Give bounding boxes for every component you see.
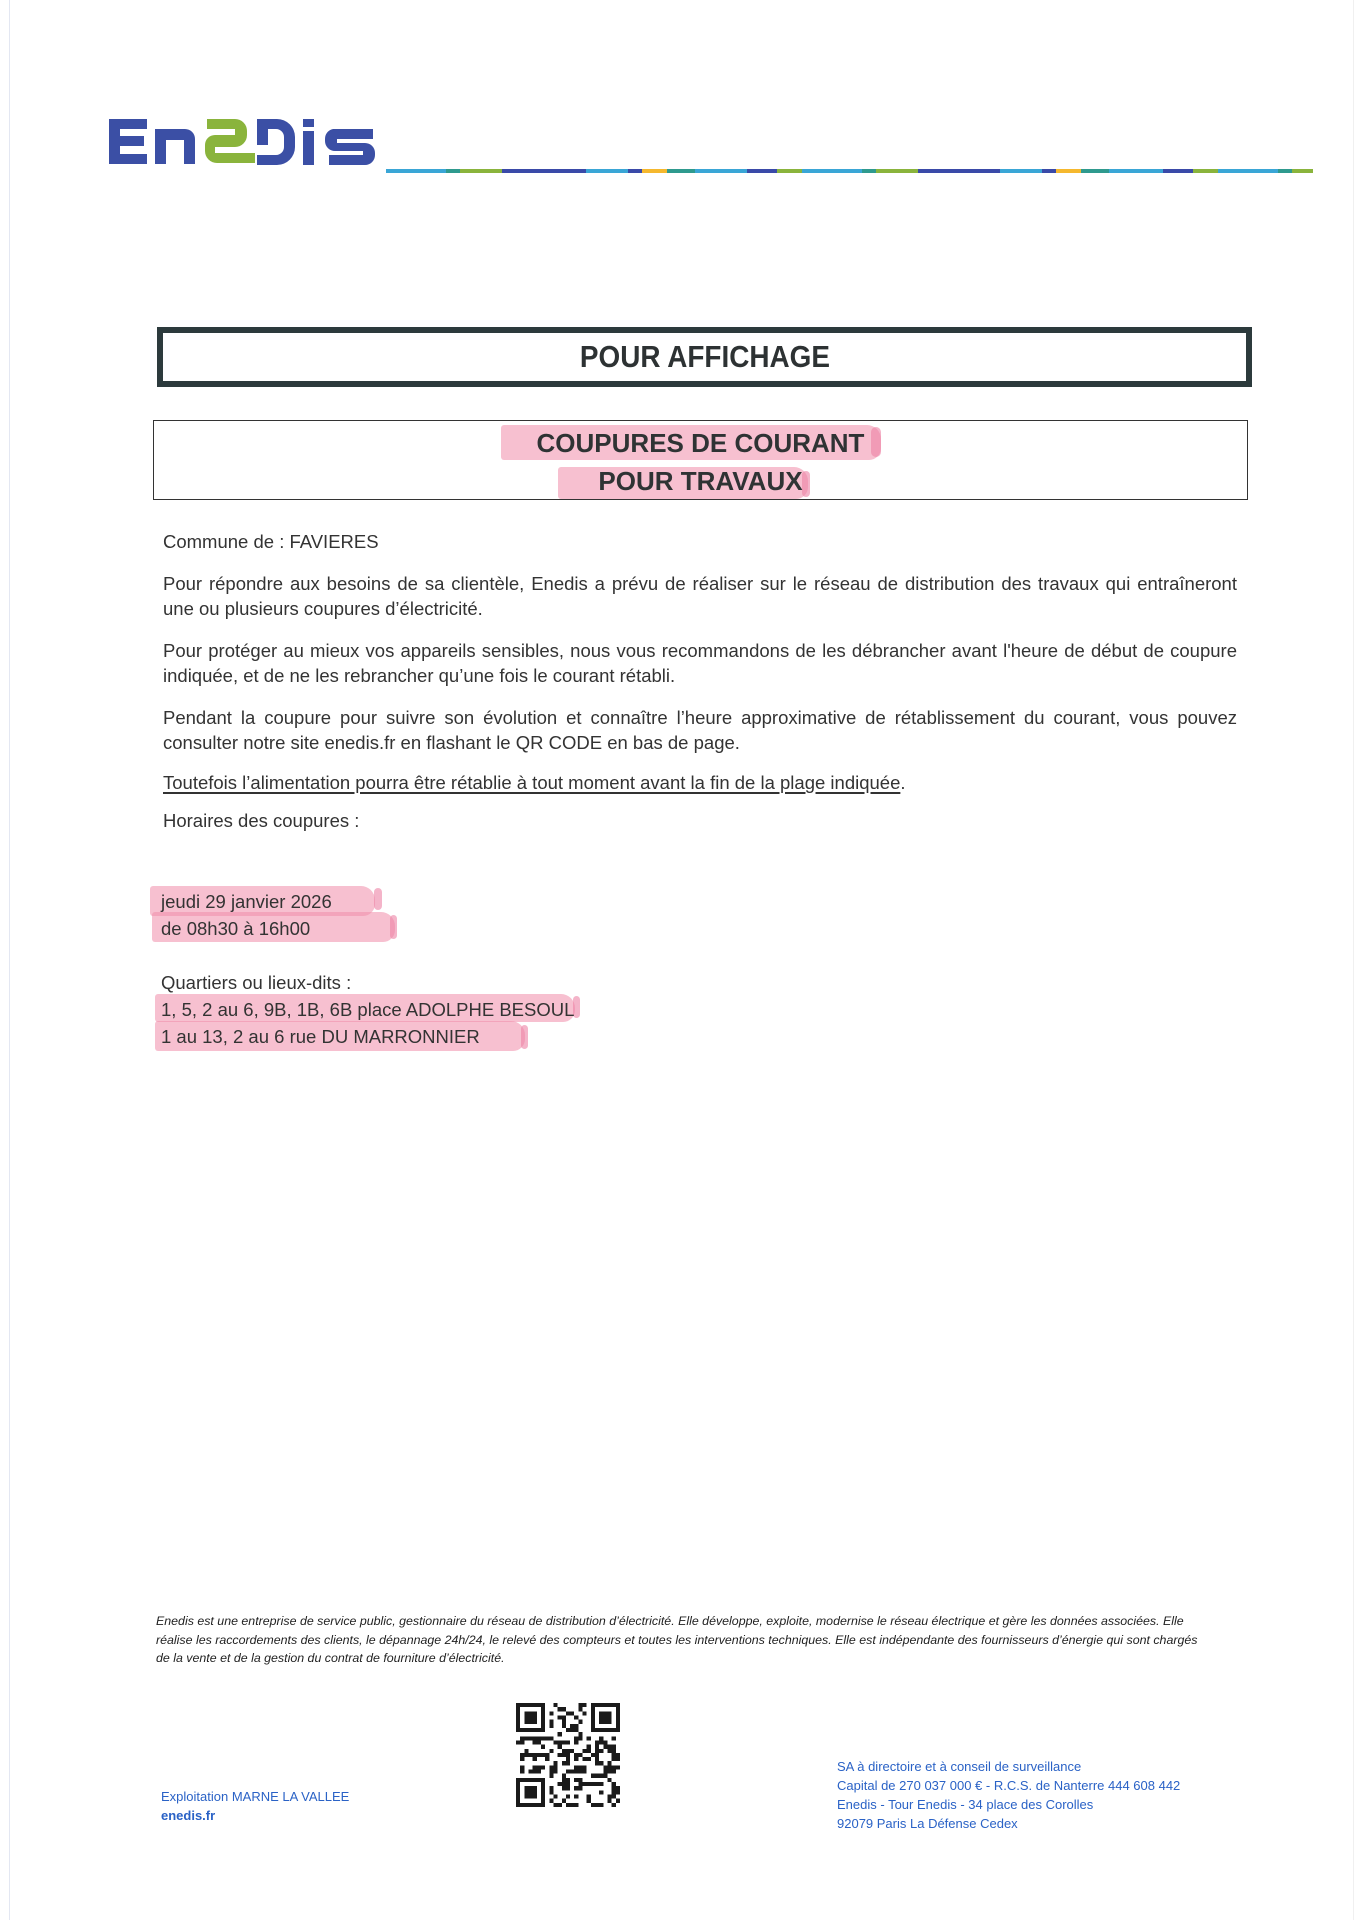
- restoration-warning: [163, 770, 1237, 795]
- notice-subtitle-line2: POUR TRAVAUX: [598, 466, 803, 496]
- schedule-date: jeudi 29 janvier 2026: [161, 891, 332, 912]
- location-item: 1, 5, 2 au 6, 9B, 1B, 6B place ADOLPHE BESOUL: [161, 999, 575, 1020]
- qr-code-icon[interactable]: [516, 1703, 620, 1807]
- commune-label: Commune de : FAVIERES: [163, 531, 379, 552]
- highlight-mark: [390, 915, 397, 939]
- location-item: 1 au 13, 2 au 6 rue DU MARRONNIER: [161, 1026, 480, 1047]
- schedule-label: Horaires des coupures :: [163, 810, 360, 831]
- paragraph-intro: Pour répondre aux besoins de sa clientèle, Enedis a prévu de réaliser sur le réseau de distribution des travaux qui entraîneront une ou plusieurs coupures d’électricité.: [163, 573, 1237, 619]
- schedule-time: de 08h30 à 16h00: [161, 918, 311, 939]
- scan-edge: [9, 0, 10, 1920]
- scan-edge: [1353, 0, 1354, 1920]
- notice-subtitle-box: [153, 420, 1248, 500]
- notice-title: POUR AFFICHAGE: [579, 339, 830, 374]
- company-disclaimer: Enedis est une entreprise de service public, gestionnaire du réseau de distribution d’électricité. Elle développe, exploite, modernise le réseau électrique et gère les données associées. Elle réalise les raccordements des clients, le dépannage 24h/24, le relevé des compteurs et toutes les interventions techniques. Elle est indépendante des fournisseurs d’énergie qui sont chargés de la vente et de la gestion du contrat de fourniture d’électricité.: [156, 1614, 1198, 1665]
- restoration-warning-period: .: [900, 772, 906, 793]
- website-link[interactable]: enedis.fr: [161, 1808, 216, 1823]
- locations-label: Quartiers ou lieux-dits :: [161, 972, 352, 993]
- legal-line: Capital de 270 037 000 € - R.C.S. de Nanterre 444 608 442: [837, 1778, 1181, 1793]
- paragraph-tracking: Pendant la coupure pour suivre son évolution et connaître l’heure approximative de rétablissement du courant, vous pouvez consulter notre site enedis.fr en flashant le QR CODE en bas de page.: [163, 707, 1237, 753]
- exploitation-name: Exploitation MARNE LA VALLEE: [161, 1789, 350, 1804]
- notice-subtitle-line1: COUPURES DE COURANT: [536, 428, 865, 458]
- restoration-warning-text: Toutefois l’alimentation pourra être rétablie à tout moment avant la fin de la plage indiquée: [163, 772, 901, 793]
- enedis-logo: [107, 113, 379, 173]
- legal-line: 92079 Paris La Défense Cedex: [837, 1816, 1018, 1831]
- paragraph-protection: Pour protéger au mieux vos appareils sensibles, nous vous recommandons de les débrancher avant l'heure de début de coupure indiquée, et de ne les rebrancher qu’une fois le courant rétabli.: [163, 640, 1237, 686]
- notice-title-box: [157, 327, 1252, 387]
- legal-line: SA à directoire et à conseil de surveillance: [837, 1759, 1082, 1774]
- brand-stripe: [386, 169, 1325, 173]
- legal-line: Enedis - Tour Enedis - 34 place des Corolles: [837, 1797, 1094, 1812]
- footer-legal: [837, 1757, 1180, 1833]
- locations-block: [161, 969, 574, 1050]
- highlight-mark: [374, 888, 382, 910]
- footer-left: [161, 1787, 349, 1825]
- schedule-block: [161, 888, 332, 942]
